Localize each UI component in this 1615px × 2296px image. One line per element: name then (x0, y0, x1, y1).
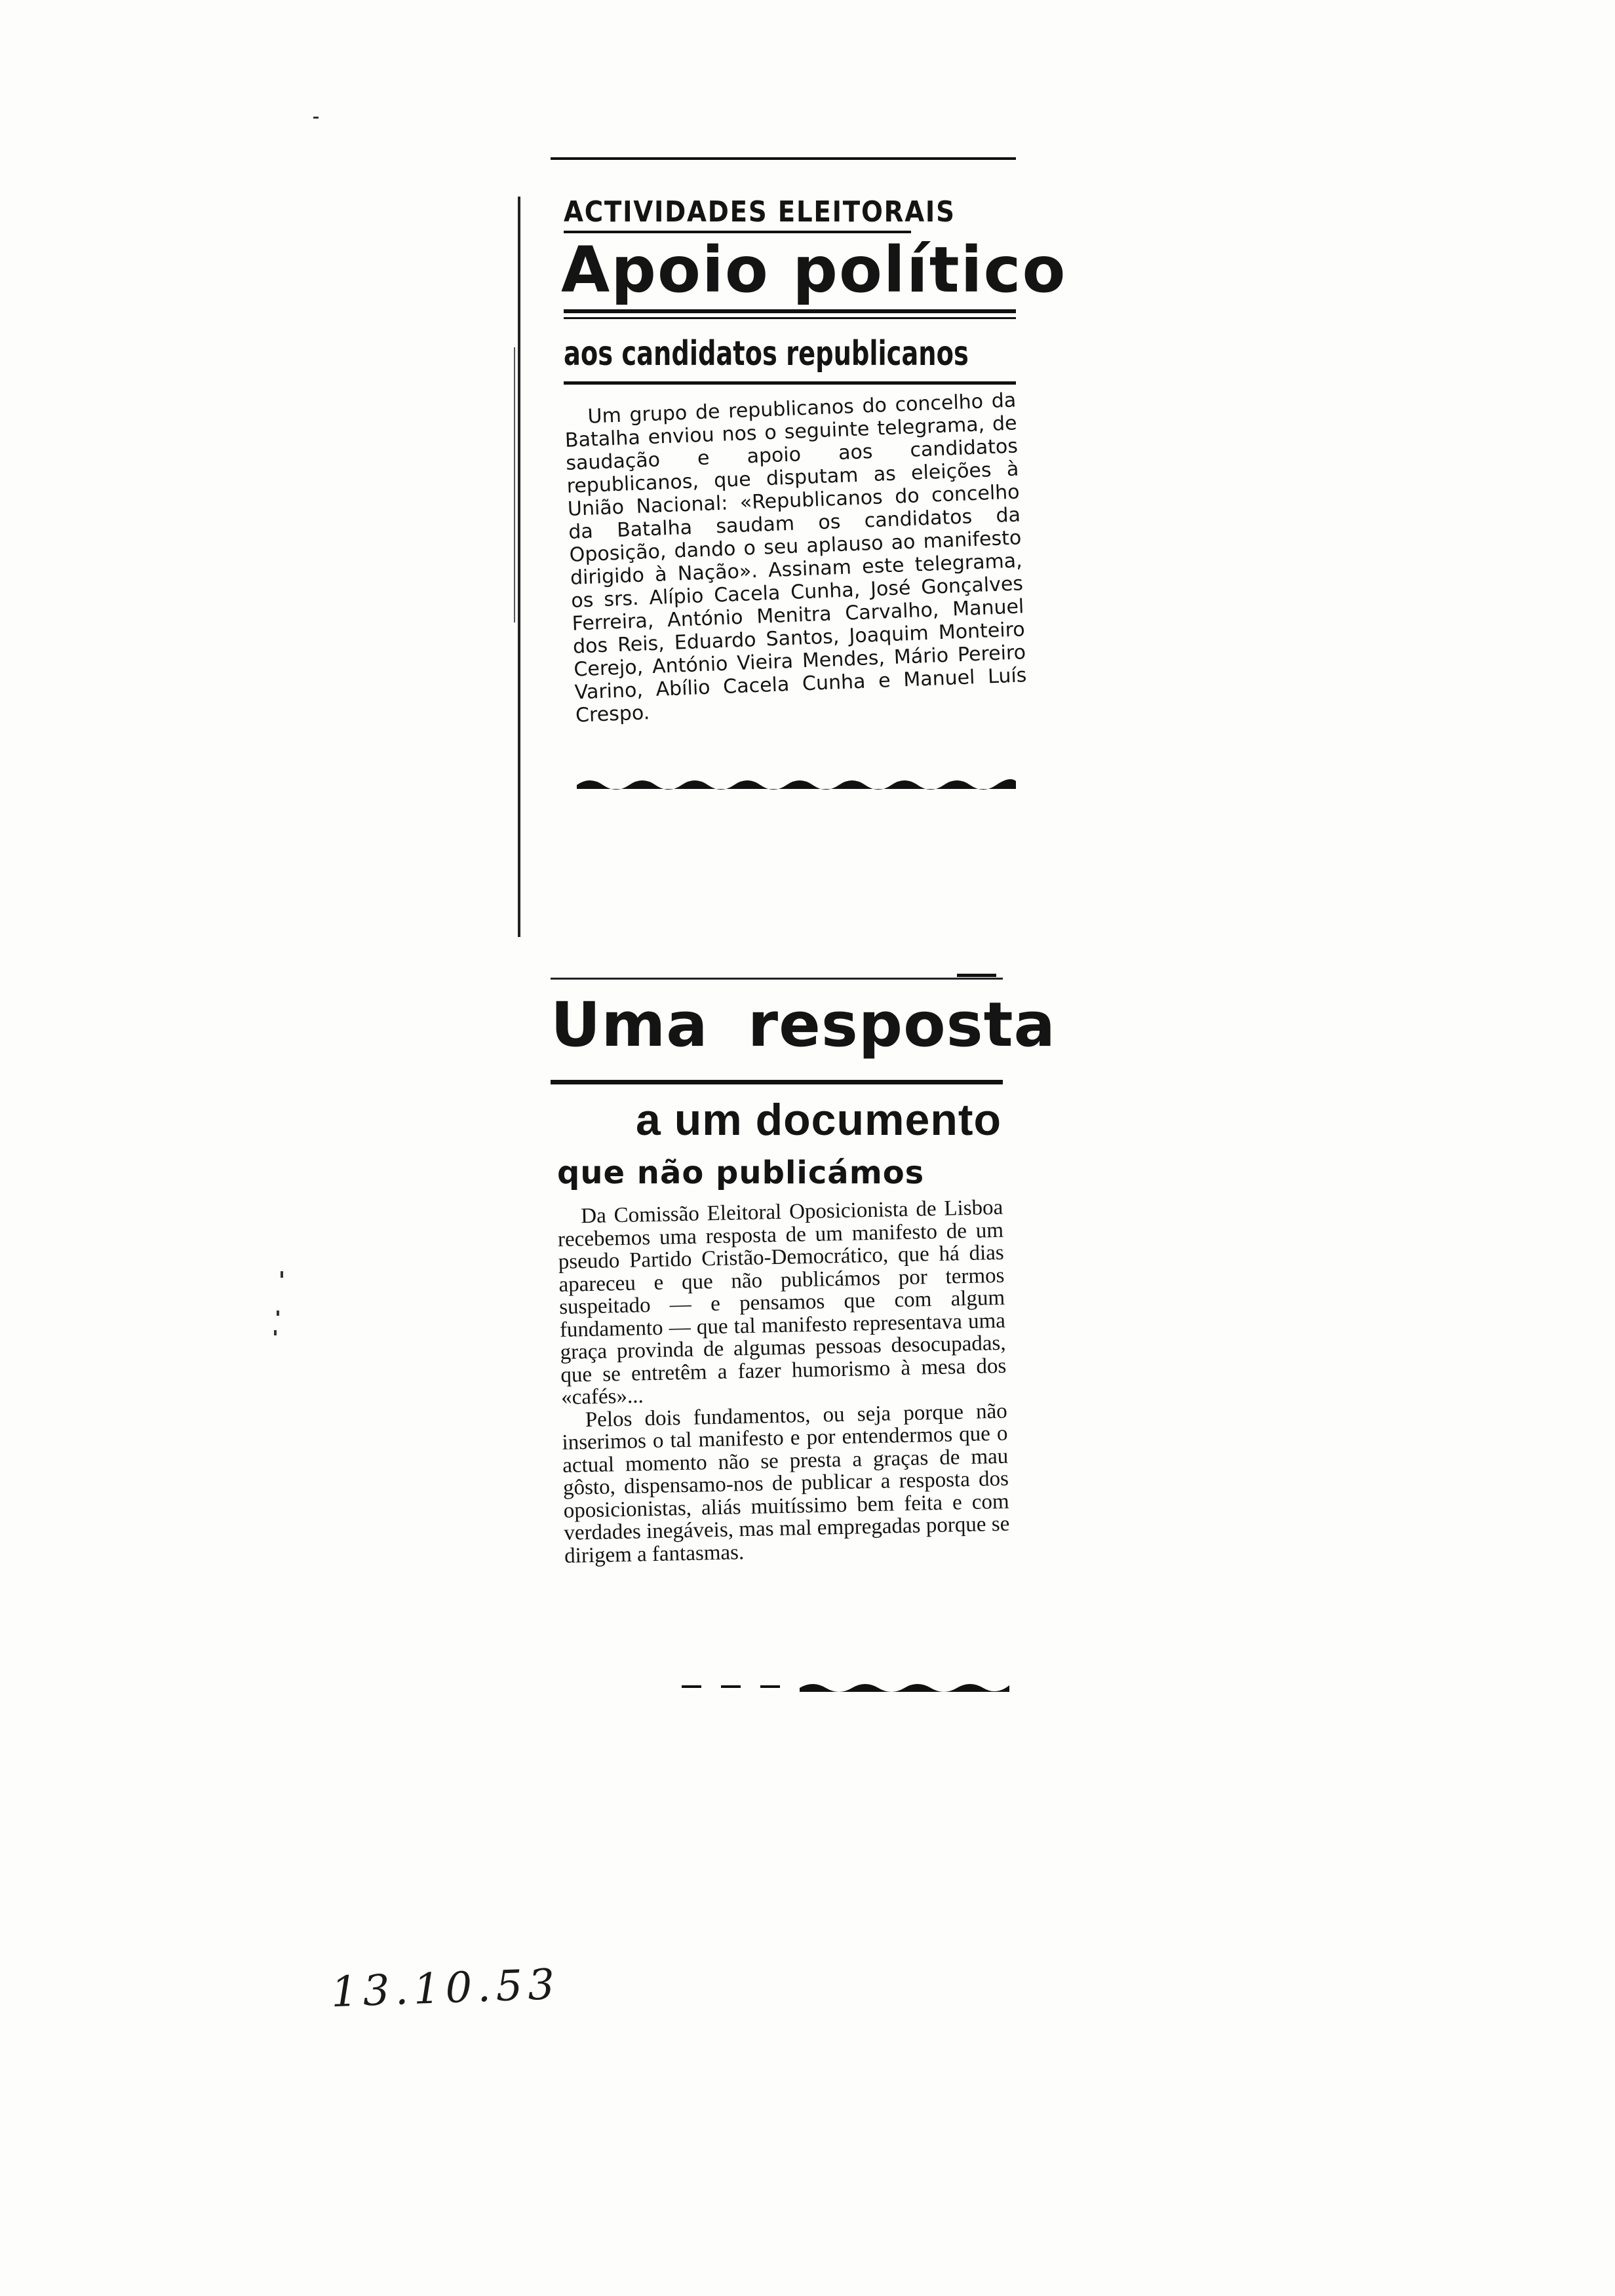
subheadline-rule (564, 381, 1016, 385)
section-kicker: ACTIVIDADES ELEITORAIS (564, 195, 956, 229)
clipping-uma-resposta (537, 957, 1056, 1717)
scan-speck (277, 1311, 279, 1316)
paragraph: Pelos dois fundamentos, ou seja porque não inserimos o tal manifesto e por entendermos que o actual momento não se presta a graças de mau gôsto, dispensamo-nos de publicar a resposta dos oposicionistas, aliás muitíssimo bem feita e com verdades inegáveis, mas mal empregadas porque se dirigem a fantasmas. (562, 1399, 1010, 1568)
article-body: Um grupo de republicanos do concelho da Batalha enviou nos o seguinte telegrama, de saudação e apoio aos candidatos republicanos, que disputam as eleições à União Nacional: «Republicanos do concelho da Batalha saudam os candidatos da Oposição, dando o seu aplauso ao manifesto dirigido à Nação». Assinam este telegrama, os srs. Alípio Cacela Cunha, José Gonçalves Ferreira, António Menitra Carvalho, Manuel dos Reis, Eduardo Santos, Joaquim Monteiro Cerejo, António Vieira Mendes, Mário Pereiro Varino, Abílio Cacela Cunha e Manuel Luís Crespo. (564, 389, 1027, 727)
end-ornament-icon (682, 1676, 1009, 1696)
clipping-edge (514, 347, 515, 622)
top-rule (551, 978, 1003, 980)
subheadline: a um documento (636, 1095, 1002, 1145)
paragraph: Da Comissão Eleitoral Oposicionista de Lisboa recebemos uma resposta de um manifesto de um pseudo Partido Cristão-Democrático, que há dias apareceu e que não publicámos por termos suspeitado — e pensamos que com algum fundamento — que tal manifesto representava uma graça provinda de algumas pessoas desocupadas, que se entretêm a fazer humorismo à mesa dos «cafés»... (557, 1195, 1007, 1409)
clipping-apoio-politico (498, 138, 1067, 813)
clipping-edge (518, 197, 520, 937)
top-rule (551, 157, 1016, 160)
headline: Apoio político (561, 233, 1067, 307)
headline-rule (564, 309, 1016, 313)
scan-speck (281, 1271, 283, 1278)
handwritten-date: 13.10.53 (330, 1960, 561, 2018)
top-rule-mark (957, 974, 996, 977)
scan-speck (313, 117, 319, 119)
subheadline: aos candidatos republicanos (564, 334, 969, 373)
article-body (557, 1196, 1010, 1567)
headline-word: Uma (551, 989, 709, 1061)
subheadline-secondary: que não publicámos (557, 1155, 925, 1191)
headline-rule (551, 1080, 1003, 1084)
end-ornament-icon (577, 773, 1016, 793)
scan-speck (274, 1330, 277, 1335)
headline (551, 989, 1056, 1061)
headline-word: resposta (747, 989, 1056, 1061)
headline-rule (564, 317, 1016, 319)
